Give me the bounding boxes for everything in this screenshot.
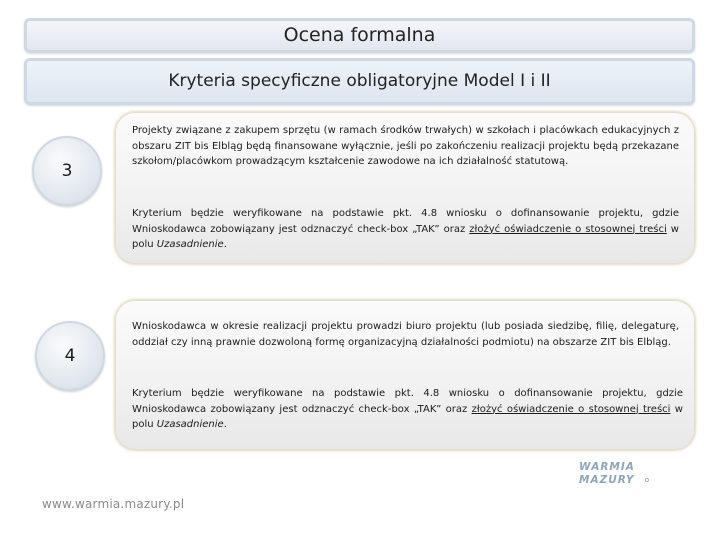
criterion-description: Projekty związane z zakupem sprzętu (w ramach środków trwałych) w szkołach i placówkach edukacyjnych z obszaru ZIT bis Elbląg będą finansowane wyłącznie, jeśli po zakończeniu realizacji projektu będą przekazane szkołom/placówkom prowadzącym kształcenie zawodowe na ich działalność statutową. <box>132 125 679 168</box>
registered-mark-icon <box>645 478 648 481</box>
verification-text: . <box>223 419 227 431</box>
verification-text: Kryterium będzie weryfikowane na podstawie pkt. 4.8 wniosku o dofinansowanie projektu, gdzie Wnioskodawca zobowiązany jest odznaczyć check-box „TAK” oraz <box>132 208 679 235</box>
criterion-verification <box>132 386 683 433</box>
verification-emphasis: złożyć oświadczenie o stosownej treści <box>469 223 667 235</box>
verification-text: Kryterium będzie weryfikowane na podstawie pkt. 4.8 wniosku o dofinansowanie projektu, gdzie Wnioskodawca zobowiązany jest odznaczyć check-box „TAK” oraz <box>132 388 683 415</box>
logo-word-warmia: WARMIA <box>579 461 635 473</box>
criterion-description: Wnioskodawca w okresie realizacji projektu prowadzi biuro projektu (lub posiada siedzibę, filię, delegaturę, oddział czy inną prawnie dozwoloną formę organizacyjną działalności podmiotu) na obszarze ZIT bis Elbląg. <box>132 321 679 348</box>
warmia-mazury-logo <box>578 458 658 488</box>
logo-word-mazury: MAZURY <box>579 474 635 486</box>
verification-text: w polu <box>132 403 683 431</box>
criterion-verification <box>132 206 679 253</box>
footer-website-link[interactable]: www.warmia.mazury.pl <box>42 497 185 511</box>
verification-text: w polu <box>132 223 679 251</box>
verification-text: . <box>223 239 227 251</box>
verification-field-name: Uzasadnienie <box>156 419 224 431</box>
page-subtitle: Kryteria specyficzne obligatoryjne Model I i II <box>24 58 695 105</box>
verification-emphasis: złożyć oświadczenie o stosownej treści <box>471 403 671 415</box>
criterion-number-badge: 3 <box>32 136 102 206</box>
verification-field-name: Uzasadnienie <box>156 239 224 251</box>
criterion-number-badge: 4 <box>35 321 105 391</box>
page-title: Ocena formalna <box>24 18 695 53</box>
